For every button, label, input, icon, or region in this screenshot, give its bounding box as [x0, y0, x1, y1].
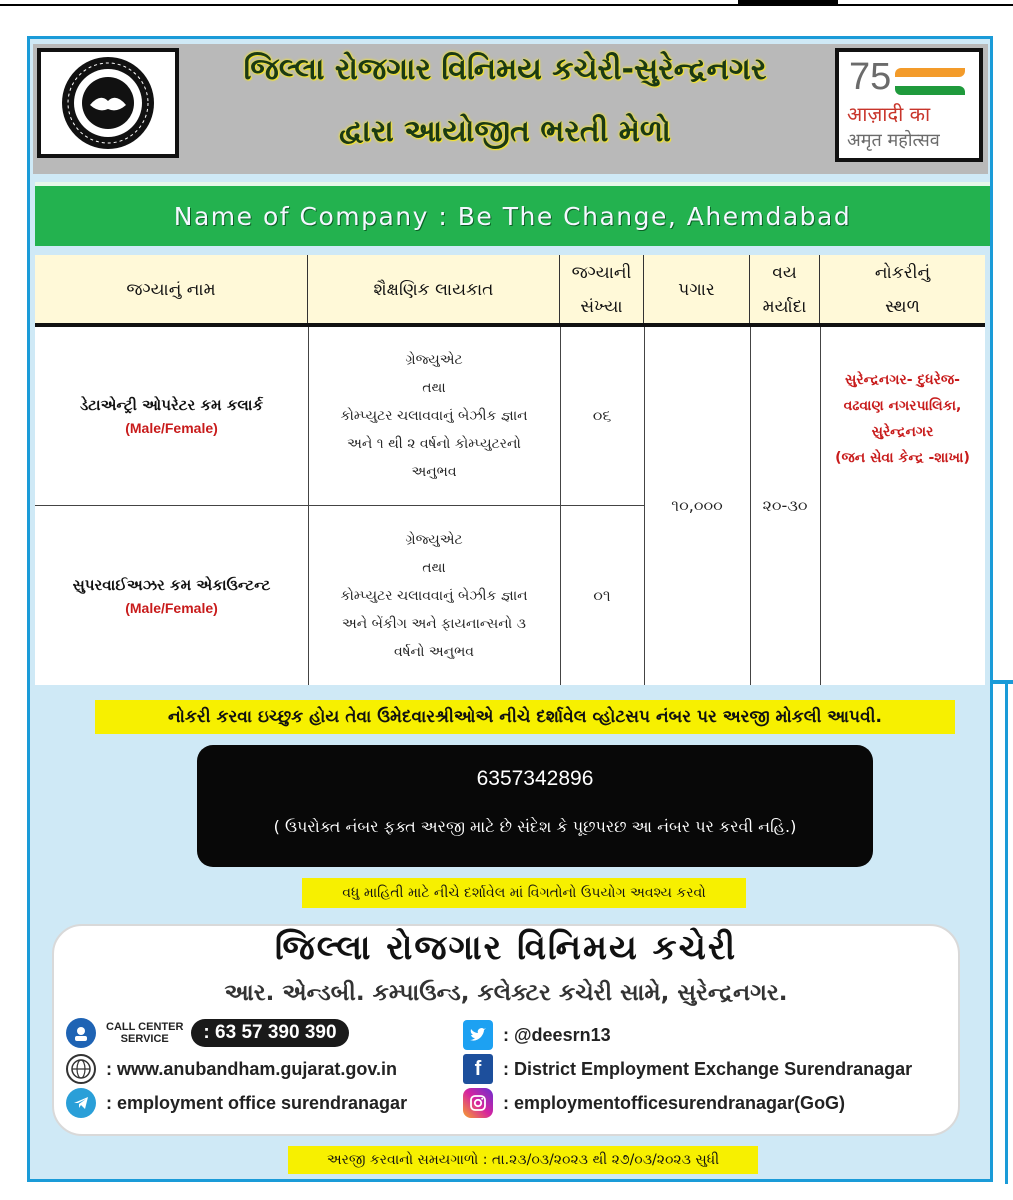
table-row-1-post: [35, 327, 308, 505]
whatsapp-number[interactable]: 6357342896: [476, 767, 594, 790]
table-row-2-count: ૦૧: [593, 585, 611, 605]
age-cell: ૨૦-૩૦: [762, 496, 808, 515]
call-center-icon: [66, 1018, 96, 1048]
whatsapp-note: ( ઉપરોક્ત નંબર ફક્ત અરજી માટે છે સંદેશ કે પૂછપરછ આ નંબર પર કરવી નહિ.): [273, 817, 797, 836]
post-title: સુપરવાઈઅઝર કમ એકાઉન્ટન્ટ: [72, 575, 271, 594]
apply-notice: નોકરી કરવા ઇચ્છુક હોય તેવા ઉમેદવારશ્રીઓએ નીચે દર્શાવેલ વ્હોટસપ નંબર પર અરજી મોકલી આપવી.: [95, 700, 955, 734]
facebook-icon: f: [463, 1054, 493, 1084]
header-qualification: શૈક્ષણિક લાયકાત: [308, 255, 560, 325]
header-count: જગ્યાની સંખ્યા: [560, 255, 644, 325]
gender-label: (Male/Female): [125, 599, 218, 616]
office-name: જિલ્લા રોજગાર વિનિમય કચેરી: [274, 928, 738, 968]
twitter-icon: [463, 1020, 493, 1050]
salary-cell: ૧૦,૦૦૦: [671, 496, 723, 515]
top-rule: [0, 4, 1013, 6]
flag-stripes-icon: [895, 68, 965, 96]
call-center-number[interactable]: : 63 57 390 390: [191, 1019, 348, 1047]
top-rule-tab: [738, 0, 838, 4]
call-center-row[interactable]: [66, 1018, 349, 1048]
logo-75-number: 75: [849, 56, 892, 98]
more-info-note: વધુ માહિતી માટે નીચે દર્શાવેલ માં વિગતોનો ઉપયોગ અવશ્ય કરવો: [302, 878, 746, 908]
company-name: Name of Company : Be The Change, Ahemdabad: [173, 201, 852, 231]
logo-line2: अमृत महोत्सव: [847, 130, 940, 151]
header-place: નોકરીનું સ્થળ: [820, 255, 985, 325]
gear-logo-icon: [45, 53, 171, 153]
office-address: આર. એન્ડબી. કમ્પાઉન્ડ, કલેક્ટર કચેરી સામે, સુરેન્દ્રનગર.: [224, 980, 788, 1006]
table-row-2-post: [35, 506, 308, 685]
header-post: જગ્યાનું નામ: [35, 255, 308, 325]
azadi-ka-amrit-mahotsav-logo: [835, 48, 983, 162]
vacancy-table: [35, 255, 985, 685]
website-row[interactable]: [66, 1054, 397, 1084]
place-cell: સુરેન્દ્રનગર- દુધરેજ- વઢવાણ નગરપાલિકા, સુરેન્દ્રનગર (જન સેવા કેન્દ્ર -શાખા): [835, 372, 970, 466]
globe-icon: [66, 1054, 96, 1084]
header-age: વય મર્યાદા: [750, 255, 820, 325]
right-rule: [993, 680, 1013, 684]
application-deadline: અરજી કરવાનો સમયગાળો : તા.૨૩/૦૩/૨૦૨૩ થી ૨૭/૦૩/૨૦૨૩ સુધી: [288, 1146, 758, 1174]
header-salary: પગાર: [644, 255, 750, 325]
twitter-handle[interactable]: : @deesrn13: [503, 1024, 611, 1045]
instagram-icon: [463, 1088, 493, 1118]
instagram-row[interactable]: [463, 1088, 845, 1118]
header-title-line1: જિલ્લા રોજગાર વિનિમય કચેરી-સુરેન્દ્રનગર: [243, 52, 767, 87]
twitter-row[interactable]: [463, 1020, 611, 1050]
table-row-2-qualification: ગ્રેજ્યુએટ તથા કોમ્પ્યુટર ચલાવવાનું બેઝીક જ્ઞાન અને બેંકીગ અને ફાયનાન્સનો ૩ વર્ષનો અનુભવ: [340, 531, 528, 660]
whatsapp-box: [197, 745, 873, 867]
telegram-link[interactable]: : employment office surendranagar: [106, 1092, 408, 1113]
table-row-1-count: ૦૬: [592, 406, 612, 425]
telegram-row[interactable]: [66, 1088, 407, 1118]
logo-line1: आज़ादी का: [847, 102, 931, 126]
table-row-1-qualification: ગ્રેજ્યુએટ તથા કોમ્પ્યુટર ચલાવવાનું બેઝીક જ્ઞાન અને ૧ થી ૨ વર્ષનો કોમ્પ્યુટરનો અનુભવ: [340, 352, 528, 480]
employment-services-logo: [37, 48, 179, 158]
telegram-icon: [66, 1088, 96, 1118]
company-banner: [35, 182, 990, 246]
facebook-row[interactable]: [463, 1054, 912, 1084]
post-title: ડેટાએન્ટ્રી ઓપરેટર કમ કલાર્ક: [79, 396, 264, 414]
instagram-handle[interactable]: : employmentofficesurendranagar(GoG): [503, 1092, 846, 1113]
website-link[interactable]: : www.anubandham.gujarat.gov.in: [106, 1058, 398, 1079]
gender-label: (Male/Female): [125, 420, 218, 436]
right-rule-vertical: [1005, 684, 1008, 1184]
facebook-page[interactable]: : District Employment Exchange Surendranagar: [503, 1058, 913, 1079]
call-center-label: CALL CENTER SERVICE: [106, 1021, 184, 1045]
header-title-line2: દ્વારા આયોજીત ભરતી મેળો: [339, 114, 671, 149]
